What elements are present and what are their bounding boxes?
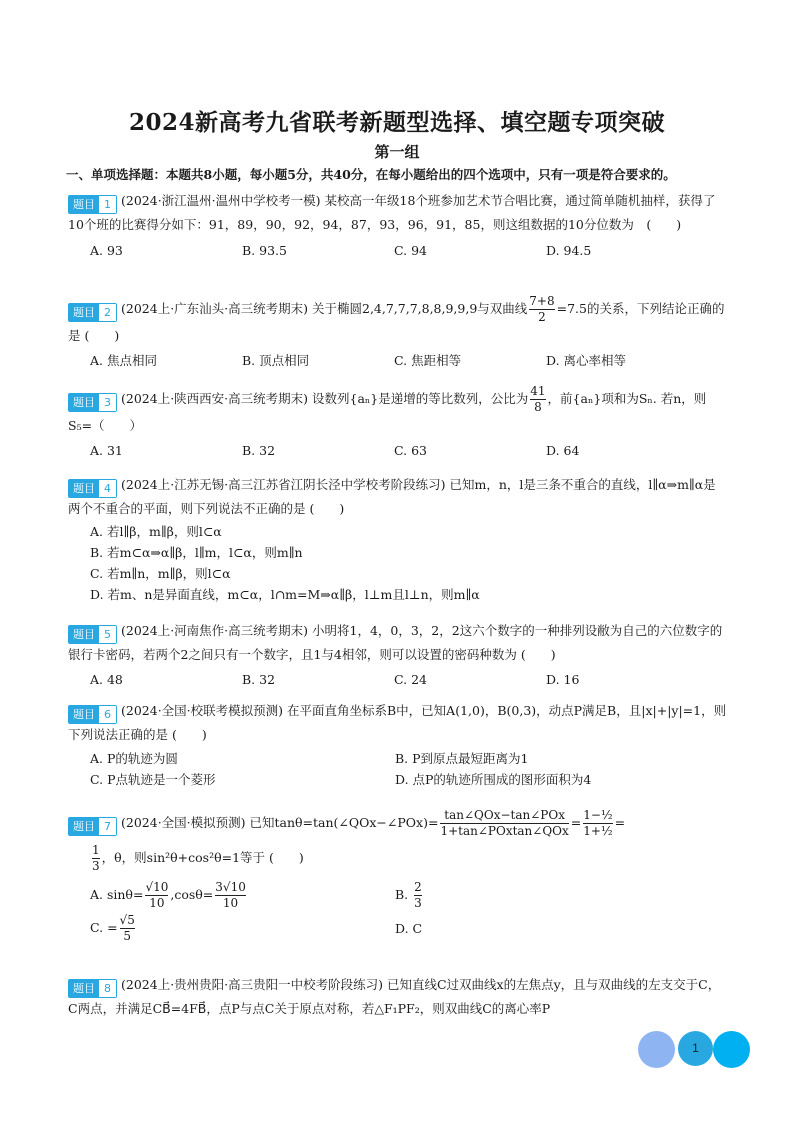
question-7: 题目 7 (2024·全国·模拟预测) 已知tanθ=tan(∠QOx−∠POx)= $\frac{\text{tan∠QOx−tan∠POx}}{\text{1+tan∠POxtan∠QOx}}$ = $\frac{\text{1−½}}{\text{1+½}}$ = $\frac{1}{3}$ ，θ，则sin²θ+cos²θ=1等于 ( ) A. sinθ= $\frac{√10}{10}$ ,cosθ= $\frac{3√10}{10}$ B. $\frac{2}{3}$ C. = $\frac{√5}{5}$ D. C bbox=[68, 808, 728, 944]
option-b[interactable]: B. 32 bbox=[242, 672, 276, 687]
option-a[interactable]: A. 焦点相同 bbox=[90, 353, 157, 368]
fraction: $\frac{\text{1−½}}{\text{1+½}}$ bbox=[583, 808, 613, 838]
fraction: $\frac{1}{3}$ bbox=[92, 843, 100, 873]
option-c[interactable]: C. 焦距相等 bbox=[394, 353, 462, 368]
question-tag: 题目 2 bbox=[68, 303, 117, 322]
question-8 bbox=[68, 974, 728, 1019]
page-subtitle: 第一组 bbox=[374, 143, 420, 161]
equals-sign: = bbox=[614, 815, 626, 830]
option-d[interactable]: D. 点P的轨迹所围成的图形面积为4 bbox=[395, 772, 592, 787]
option-a[interactable]: A. 48 bbox=[90, 672, 123, 687]
option-c[interactable]: C. 24 bbox=[394, 672, 427, 687]
question-tag: 题目 7 bbox=[68, 817, 117, 836]
question-stem-cont: ，前{aₙ}项和为Sₙ. 若n，则S₅=（ ） bbox=[68, 391, 707, 433]
question-3 bbox=[68, 384, 728, 461]
options bbox=[90, 350, 728, 371]
question-stem: (2024上·陕西西安·高三统考期末) 设数列{aₙ}是递增的等比数列，公比为 bbox=[121, 391, 529, 406]
question-stem-cont: $\frac{1}{3}$ ，θ，则sin²θ+cos²θ=1等于 ( ) bbox=[92, 843, 304, 873]
question-tag: 题目 5 bbox=[68, 625, 117, 644]
section-heading: 一、单项选择题：本题共8小题，每小题5分，共40分，在每小题给出的四个选项中，只有一项是符合要求的。 bbox=[66, 167, 676, 182]
question-5 bbox=[68, 620, 728, 690]
decorative-circle bbox=[638, 1031, 675, 1068]
question-2 bbox=[68, 294, 728, 371]
option-a[interactable]: A. 31 bbox=[90, 443, 123, 458]
question-stem: (2024上·广东汕头·高三统考期末) 关于椭圆2,4,7,7,7,8,8,9,9,9与双曲线 bbox=[121, 301, 528, 316]
question-6 bbox=[68, 700, 728, 790]
option-d[interactable]: D. 离心率相等 bbox=[546, 353, 627, 368]
question-stem: (2024上·贵州贵阳·高三贵阳一中校考阶段练习) 已知直线C过双曲线x的左焦点y，且与双曲线的左支交于C，C两点，并满足CB⃗=4FB⃗，点P与点C关于原点对称，若△F₁PF₂，则双曲线C的离心率P bbox=[68, 977, 721, 1016]
option-a[interactable]: A. 93 bbox=[90, 243, 123, 258]
options bbox=[90, 240, 728, 261]
decorative-circle bbox=[713, 1031, 750, 1068]
question-stem-cont: =7.5的关系，下列结论正确的是 ( ) bbox=[68, 301, 725, 343]
option-d[interactable]: D. 16 bbox=[546, 672, 580, 687]
question-stem: (2024·全国·校联考模拟预测) 在平面直角坐标系B中，已知A(1,0)，B(0,3)，动点P满足B，且|x|+|y|=1，则下列说法正确的是 ( ) bbox=[68, 703, 727, 742]
option-b[interactable]: B. 93.5 bbox=[242, 243, 287, 258]
option-c[interactable]: C. 94 bbox=[394, 243, 427, 258]
option-b[interactable]: B. 32 bbox=[242, 443, 276, 458]
options bbox=[90, 880, 728, 944]
options bbox=[90, 440, 728, 461]
question-stem: (2024·浙江温州·温州中学校考一模) 某校高一年级18个班参加艺术节合唱比赛，通过简单随机抽样，获得了10个班的比赛得分如下：91，89，90，92，94，87，93，96，91，85，则这组数据的10分位数为 ( ) bbox=[68, 193, 716, 232]
option-a[interactable]: A. 若l∥β，m∥β，则l⊂α bbox=[90, 524, 222, 539]
question-tag: 题目 4 bbox=[68, 479, 117, 498]
option-c[interactable]: C. = $\frac{√5}{5}$ bbox=[90, 913, 135, 943]
question-1 bbox=[68, 190, 728, 261]
question-4 bbox=[68, 474, 728, 605]
question-tag: 题目 8 bbox=[68, 979, 117, 998]
page-number: 1 bbox=[678, 1031, 713, 1066]
fraction: $\frac{41}{8}$ bbox=[530, 384, 546, 414]
question-stem: (2024上·江苏无锡·高三江苏省江阴长泾中学校考阶段练习) 已知m，n，l是三条不重合的直线，l∥α⇒m∥α是两个不重合的平面，则下列说法不正确的是 ( ) bbox=[68, 477, 716, 516]
option-b[interactable]: B. P到原点最短距离为1 bbox=[395, 751, 529, 766]
option-c[interactable]: C. 若m∥n，m∥β，则l⊂α bbox=[90, 566, 231, 581]
question-tag: 题目 1 bbox=[68, 195, 117, 214]
question-stem: (2024·全国·模拟预测) 已知tanθ=tan(∠QOx−∠POx)= bbox=[121, 815, 439, 830]
option-d[interactable]: D. 94.5 bbox=[546, 243, 592, 258]
fraction: $\frac{7+8}{2}$ bbox=[529, 294, 555, 324]
option-d[interactable]: D. 若m、n是异面直线，m⊂α，l∩m=M⇒α∥β，l⊥m且l⊥n，则m∥α bbox=[90, 587, 480, 602]
option-c[interactable]: C. P点轨迹是一个菱形 bbox=[90, 772, 216, 787]
page-title: 2024新高考九省联考新题型选择、填空题专项突破 bbox=[128, 109, 665, 136]
option-b[interactable]: B. 顶点相同 bbox=[242, 353, 310, 368]
options bbox=[90, 521, 728, 605]
question-stem: (2024上·河南焦作·高三统考期末) 小明将1，4，0，3，2，2这六个数字的一种排列设敝为自己的六位数字的银行卡密码，若两个2之间只有一个数字，且1与4相邻，则可以设置的密码种数为 ( ) bbox=[68, 623, 723, 662]
option-a[interactable]: A. P的轨迹为圆 bbox=[90, 751, 178, 766]
option-d[interactable]: D. C bbox=[395, 920, 423, 936]
options bbox=[90, 748, 728, 790]
option-d[interactable]: D. 64 bbox=[546, 443, 580, 458]
fraction: $\frac{\text{tan∠QOx−tan∠POx}}{\text{1+tan∠POxtan∠QOx}}$ bbox=[440, 808, 569, 838]
option-a[interactable]: A. sinθ= $\frac{√10}{10}$ ,cosθ= $\frac{3√10}{10}$ bbox=[90, 880, 246, 910]
question-tag: 题目 6 bbox=[68, 705, 117, 724]
option-c[interactable]: C. 63 bbox=[394, 443, 427, 458]
options bbox=[90, 669, 728, 690]
question-tag: 题目 3 bbox=[68, 393, 117, 412]
option-b[interactable]: B. $\frac{2}{3}$ bbox=[395, 880, 422, 910]
option-b[interactable]: B. 若m⊂α⇒α∥β，l∥m，l⊂α，则m∥n bbox=[90, 545, 303, 560]
